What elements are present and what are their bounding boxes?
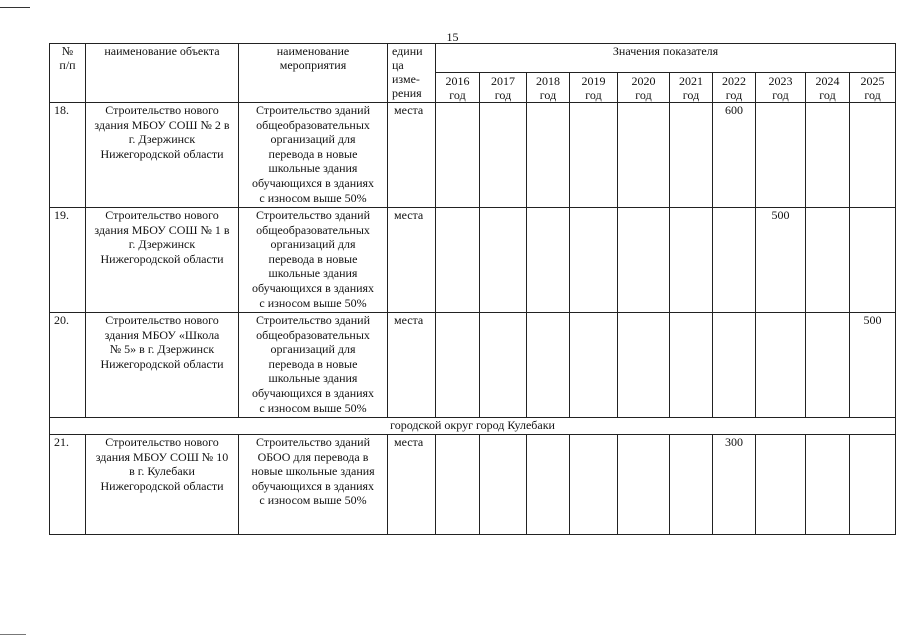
header-year-line: 2024 xyxy=(815,74,840,88)
header-year-line: год xyxy=(819,88,836,102)
object-line: Строительство нового xyxy=(105,208,219,222)
row-number: 20. xyxy=(50,313,86,418)
event-line: школьные здания xyxy=(268,371,358,386)
value-cell-2020 xyxy=(618,103,670,208)
value-cell-2018 xyxy=(527,435,570,535)
section-title: городской округ город Кулебаки xyxy=(50,418,896,435)
event-name xyxy=(239,435,388,535)
header-unit-line: ца xyxy=(392,58,404,72)
value-cell-2016 xyxy=(436,435,480,535)
header-object: наименование объекта xyxy=(86,44,239,103)
value-cell-2025: 500 xyxy=(850,313,896,418)
event-line: перевода в новые xyxy=(268,146,358,161)
value-cell-2022: 600 xyxy=(713,103,756,208)
header-year-2021 xyxy=(670,73,713,103)
event-line: обучающихся в зданиях xyxy=(251,385,375,400)
event-line: организаций для xyxy=(270,132,356,147)
value-cell-2019 xyxy=(570,103,618,208)
event-line: Строительство зданий xyxy=(255,313,371,327)
event-line: общеобразовательных xyxy=(256,327,370,342)
header-year-line: 2025 xyxy=(860,74,885,88)
header-event-line: наименование xyxy=(276,44,350,58)
value-cell-2020 xyxy=(618,435,670,535)
value-cell-2018 xyxy=(527,208,570,313)
unit-cell: места xyxy=(388,435,436,535)
event-line: обучающихся в зданиях xyxy=(251,175,375,190)
header-year-2025 xyxy=(850,73,896,103)
header-year-line: 2023 xyxy=(768,74,793,88)
value-cell-2021 xyxy=(670,103,713,208)
header-year-2017 xyxy=(480,73,527,103)
header-event-line: мероприятия xyxy=(279,58,347,72)
event-line: организаций для xyxy=(270,342,356,357)
header-year-2020 xyxy=(618,73,670,103)
header-values: Значения показателя xyxy=(436,44,896,73)
value-cell-2024 xyxy=(806,435,850,535)
object-line: Нижегородской области xyxy=(100,478,224,493)
event-name xyxy=(239,103,388,208)
value-cell-2017 xyxy=(480,208,527,313)
header-year-2016 xyxy=(436,73,480,103)
row-number: 18. xyxy=(50,103,86,208)
object-line: Нижегородской области xyxy=(100,356,224,371)
table-row xyxy=(50,313,896,418)
value-cell-2020 xyxy=(618,313,670,418)
event-line: Строительство зданий xyxy=(255,103,371,117)
header-year-line: год xyxy=(585,88,602,102)
header-year-line: 2019 xyxy=(581,74,606,88)
page-number: 15 xyxy=(446,30,459,44)
value-cell-2021 xyxy=(670,208,713,313)
header-year-2019 xyxy=(570,73,618,103)
indicator-table xyxy=(49,43,896,535)
section-row xyxy=(50,418,896,435)
value-cell-2019 xyxy=(570,208,618,313)
object-name xyxy=(86,103,239,208)
event-line: с износом выше 50% xyxy=(259,493,367,508)
value-cell-2024 xyxy=(806,208,850,313)
bottom-mark xyxy=(0,634,26,635)
row-number: 21. xyxy=(50,435,86,535)
header-year-line: год xyxy=(494,88,512,102)
object-line: г. Дзержинск xyxy=(128,237,196,252)
value-cell-2016 xyxy=(436,208,480,313)
value-cell-2022: 300 xyxy=(713,435,756,535)
event-line: организаций для xyxy=(270,237,356,252)
object-line: в г. Кулебаки xyxy=(129,464,195,479)
unit-cell: места xyxy=(388,103,436,208)
header-year-line: 2020 xyxy=(631,74,656,88)
object-line: здания МБОУ СОШ № 10 xyxy=(95,449,229,464)
value-cell-2024 xyxy=(806,103,850,208)
header-year-2023 xyxy=(756,73,806,103)
object-line: Нижегородской области xyxy=(100,251,224,266)
object-line: г. Дзержинск xyxy=(128,132,196,147)
header-year-line: 2017 xyxy=(491,74,515,88)
value-cell-2020 xyxy=(618,208,670,313)
value-cell-2019 xyxy=(570,435,618,535)
value-cell-2016 xyxy=(436,103,480,208)
header-num-line: № xyxy=(61,44,74,58)
event-line: с износом выше 50% xyxy=(259,190,367,205)
event-line: Строительство зданий xyxy=(255,435,371,449)
header-year-line: год xyxy=(449,88,466,102)
event-line: ОБОО для перевода в xyxy=(257,449,369,464)
unit-cell: места xyxy=(388,313,436,418)
header-unit xyxy=(388,44,436,103)
unit-cell: места xyxy=(388,208,436,313)
header-unit-line: рения xyxy=(392,86,422,100)
header-year-2022 xyxy=(713,73,756,103)
object-line: Строительство нового xyxy=(105,313,219,327)
header-year-line: год xyxy=(772,88,789,102)
value-cell-2025 xyxy=(850,435,896,535)
object-line: Нижегородской области xyxy=(100,146,224,161)
value-cell-2023 xyxy=(756,103,806,208)
value-cell-2018 xyxy=(527,313,570,418)
value-cell-2025 xyxy=(850,103,896,208)
header-year-line: 2022 xyxy=(722,74,746,88)
object-name xyxy=(86,313,239,418)
event-line: обучающихся в зданиях xyxy=(251,280,375,295)
value-cell-2022 xyxy=(713,208,756,313)
object-line: Строительство нового xyxy=(105,435,219,449)
value-cell-2017 xyxy=(480,435,527,535)
object-line: здания МБОУ СОШ № 1 в xyxy=(94,222,230,237)
event-line: общеобразовательных xyxy=(256,117,370,132)
header-year-line: год xyxy=(864,88,881,102)
object-line: № 5» в г. Дзержинск xyxy=(109,342,215,357)
object-line: Строительство нового xyxy=(105,103,219,117)
header-year-line: год xyxy=(635,88,652,102)
event-name xyxy=(239,313,388,418)
object-name xyxy=(86,435,239,535)
header-event xyxy=(239,44,388,103)
event-line: общеобразовательных xyxy=(256,222,370,237)
event-line: перевода в новые xyxy=(268,251,358,266)
header-year-2018 xyxy=(527,73,570,103)
value-cell-2017 xyxy=(480,103,527,208)
value-cell-2021 xyxy=(670,313,713,418)
header-num-line: п/п xyxy=(59,58,76,72)
header-unit-line: едини xyxy=(392,44,423,58)
event-line: перевода в новые xyxy=(268,356,358,371)
header-year-line: год xyxy=(682,88,700,102)
event-line: обучающихся в зданиях xyxy=(251,478,375,493)
header-year-2024 xyxy=(806,73,850,103)
object-line: здания МБОУ СОШ № 2 в xyxy=(94,117,230,132)
corner-mark xyxy=(0,7,30,8)
event-line: школьные здания xyxy=(268,161,358,176)
header-year-line: 2018 xyxy=(536,74,560,88)
event-line: новые школьные здания xyxy=(251,464,375,479)
event-line: школьные здания xyxy=(268,266,358,281)
value-cell-2024 xyxy=(806,313,850,418)
object-line: здания МБОУ «Школа xyxy=(104,327,220,342)
value-cell-2016 xyxy=(436,313,480,418)
header-year-line: 2021 xyxy=(679,74,703,88)
event-line: с износом выше 50% xyxy=(259,295,367,310)
header-year-line: год xyxy=(725,88,743,102)
value-cell-2017 xyxy=(480,313,527,418)
value-cell-2022 xyxy=(713,313,756,418)
table-row xyxy=(50,208,896,313)
value-cell-2018 xyxy=(527,103,570,208)
event-line: Строительство зданий xyxy=(255,208,371,222)
header-year-line: год xyxy=(539,88,557,102)
value-cell-2021 xyxy=(670,435,713,535)
value-cell-2019 xyxy=(570,313,618,418)
event-name xyxy=(239,208,388,313)
table-row xyxy=(50,103,896,208)
event-line: с износом выше 50% xyxy=(259,400,367,415)
header-num xyxy=(50,44,86,103)
table-row xyxy=(50,435,896,535)
object-name xyxy=(86,208,239,313)
value-cell-2025 xyxy=(850,208,896,313)
header-unit-line: изме- xyxy=(392,72,420,86)
value-cell-2023: 500 xyxy=(756,208,806,313)
header-year-line: 2016 xyxy=(445,74,470,88)
value-cell-2023 xyxy=(756,313,806,418)
value-cell-2023 xyxy=(756,435,806,535)
row-number: 19. xyxy=(50,208,86,313)
